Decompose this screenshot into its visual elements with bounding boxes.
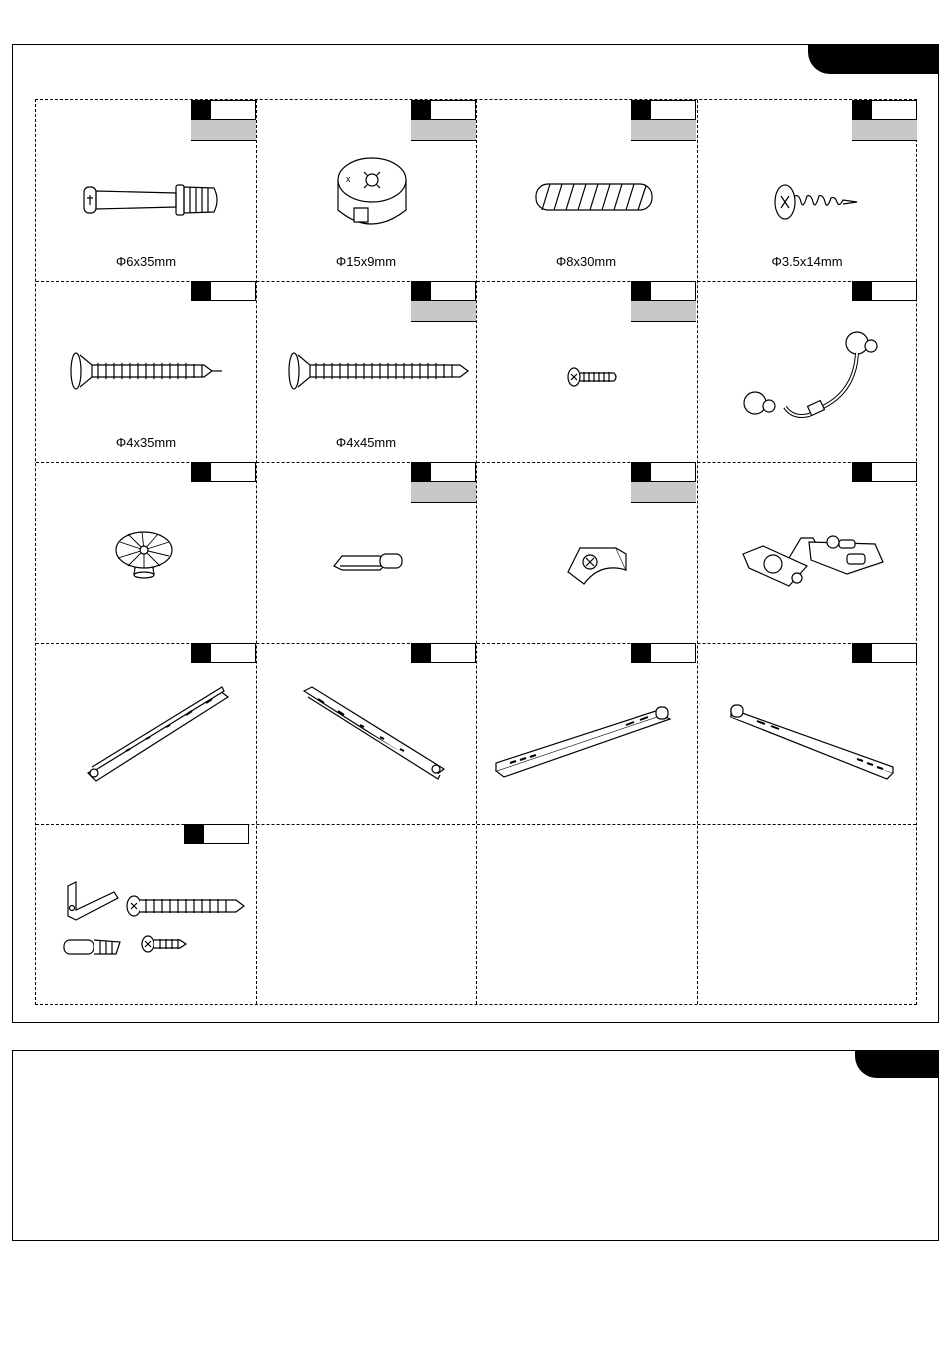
part-drawer-runner-right	[697, 643, 917, 824]
part-hinge	[697, 462, 917, 643]
drawer-slide-icon	[256, 643, 476, 824]
handle-icon	[697, 281, 917, 462]
part-drawer-slide-right	[256, 643, 476, 824]
part-cam-bolt	[36, 100, 256, 281]
drawer-slide-icon	[36, 643, 256, 824]
part-wood-screw-35	[36, 281, 256, 462]
drawer-runner-icon	[476, 643, 696, 824]
part-wood-dowel	[476, 100, 696, 281]
part-size-label: Φ6x35mm	[115, 254, 177, 269]
part-machine-screw	[476, 281, 696, 462]
drawer-runner-icon	[697, 643, 917, 824]
hardware-panel-tab	[808, 44, 939, 74]
svg-text:x: x	[346, 174, 351, 184]
anti-tip-kit-icon	[36, 824, 256, 1005]
part-size-label: Φ4x45mm	[335, 435, 397, 450]
knob-icon	[36, 462, 256, 643]
notes-panel	[12, 1050, 939, 1241]
hinge-icon	[697, 462, 917, 643]
part-size-label: Φ3.5x14mm	[771, 254, 843, 269]
part-size-label: Φ15x9mm	[335, 254, 397, 269]
notes-panel-tab	[855, 1050, 939, 1078]
part-shelf-pin	[256, 462, 476, 643]
part-handle	[697, 281, 917, 462]
part-size-label: Φ8x30mm	[555, 254, 617, 269]
part-anti-tip-kit	[36, 824, 256, 1005]
part-size-label: Φ4x35mm	[115, 435, 177, 450]
part-cam-lock	[256, 100, 476, 281]
part-drawer-slide-left	[36, 643, 256, 824]
part-corner-bracket	[476, 462, 696, 643]
corner-bracket-icon	[476, 462, 696, 643]
part-wood-screw-45	[256, 281, 476, 462]
shelf-pin-icon	[256, 462, 476, 643]
machine-screw-icon	[476, 281, 696, 462]
parts-grid	[35, 99, 917, 1005]
part-drawer-runner-left	[476, 643, 696, 824]
part-knob	[36, 462, 256, 643]
part-pan-head-screw	[697, 100, 917, 281]
